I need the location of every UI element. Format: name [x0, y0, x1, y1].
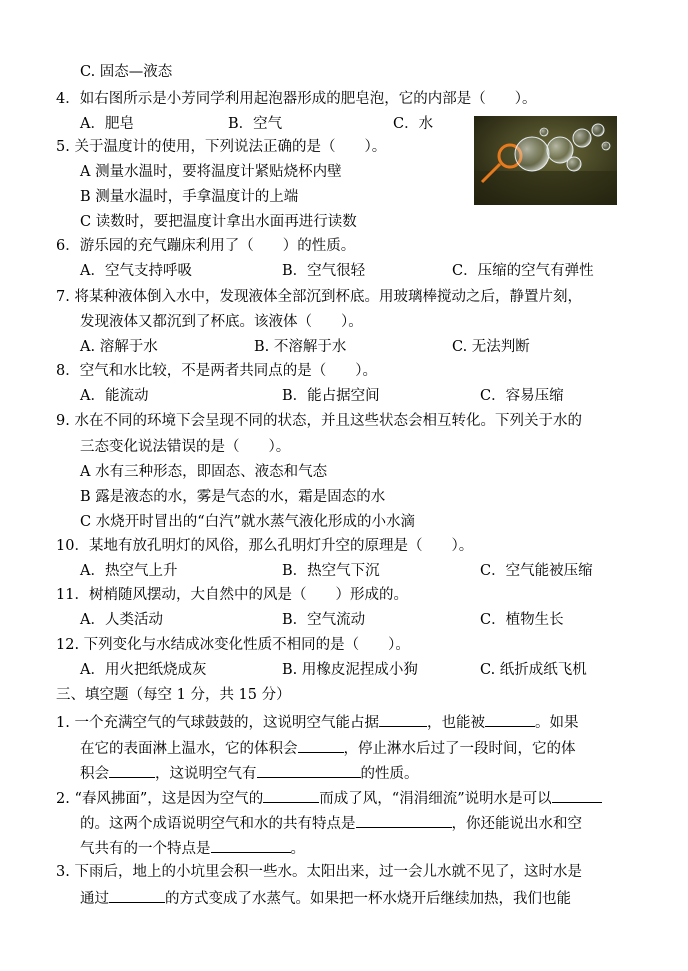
q11-option-b: B．空气流动: [282, 612, 366, 628]
question-11: 11．树梢随风摆动，大自然中的风是（ ）形成的。: [56, 587, 408, 603]
fill-q1-text-7: ，这说明空气有: [155, 766, 257, 782]
q12-option-c: C. 纸折成纸飞机: [480, 662, 587, 678]
q10-option-a: A．热空气上升: [80, 563, 178, 579]
q5-option-a: A 测量水温时，要将温度计紧贴烧杯内壁: [80, 164, 342, 180]
q7-option-b: B. 不溶解于水: [254, 339, 347, 355]
question-5: 5. 关于温度计的使用，下列说法正确的是（ ）。: [56, 139, 387, 155]
fill-blank-10[interactable]: [109, 887, 165, 903]
soap-bubble-image: [474, 116, 617, 205]
fill-blank-4[interactable]: [109, 762, 155, 778]
q7-option-a: A. 溶解于水: [80, 339, 158, 355]
fill-q2-line1: [56, 787, 602, 809]
q6-option-a: A．空气支持呼吸: [80, 263, 192, 279]
q5-option-b: B 测量水温时，手拿温度计的上端: [80, 189, 299, 205]
question-6: 6．游乐园的充气蹦床利用了（ ）的性质。: [56, 238, 356, 254]
question-8: 8．空气和水比较，不是两者共同点的是（ ）。: [56, 363, 377, 379]
fill-blank-8[interactable]: [356, 812, 452, 828]
fill-blank-7[interactable]: [552, 787, 602, 803]
question-10: 10．某地有放孔明灯的风俗，那么孔明灯升空的原理是（ ）。: [56, 538, 474, 554]
fill-blank-3[interactable]: [298, 737, 344, 753]
q4-option-c: C．水: [393, 116, 434, 132]
fill-q1-text-5: ，停止淋水后过了一段时间，它的体: [343, 741, 576, 757]
fill-q1-text-2: ，也能被: [426, 715, 485, 731]
fill-blank-6[interactable]: [263, 787, 319, 803]
fill-q1-line2: [80, 737, 576, 759]
fill-q1-text-3: 。如果: [534, 715, 579, 731]
question-7-line2: 发现液体又都沉到了杯底。该液体（ ）。: [80, 314, 363, 330]
fill-q2-text-3: 的。这两个成语说明空气和水的共有特点是: [80, 816, 356, 832]
q12-option-a: A．用火把纸烧成灰: [80, 662, 207, 678]
fill-q3-text-1: 通过: [80, 891, 109, 907]
q10-option-b: B．热空气下沉: [282, 563, 380, 579]
question-9-line1: 9. 水在不同的环境下会呈现不同的状态，并且这些状态会相互转化。下列关于水的: [56, 413, 582, 429]
q6-option-b: B．空气很轻: [282, 263, 366, 279]
fill-q2-text-6: 。: [290, 841, 305, 857]
question-12: 12. 下列变化与水结成冰变化性质不相同的是（ ）。: [56, 637, 410, 653]
fill-q2-text-5: 气共有的一个特点是: [80, 841, 211, 857]
q5-option-c: C 读数时，要把温度计拿出水面再进行读数: [80, 214, 357, 230]
question-7-line1: 7. 将某种液体倒入水中，发现液体全部沉到杯底。用玻璃棒搅动之后，静置片刻，: [56, 289, 582, 305]
q11-option-a: A．人类活动: [80, 612, 163, 628]
q9-option-a: A 水有三种形态，即固态、液态和气态: [80, 464, 328, 480]
fill-q1-text-8: 的性质。: [360, 766, 419, 782]
fill-q2-text-4: ，你还能说出水和空: [451, 816, 582, 832]
q4-option-b: B．空气: [228, 116, 283, 132]
fill-blank-9[interactable]: [211, 837, 291, 853]
fill-blank-1[interactable]: [379, 711, 427, 727]
q7-option-c: C. 无法判断: [452, 339, 530, 355]
fill-q1-text-4: 在它的表面淋上温水，它的体积会: [80, 741, 298, 757]
fill-q2-text-1: 2. “春风拂面”，这是因为空气的: [56, 791, 264, 807]
fill-q1-text-1: 1. 一个充满空气的气球鼓鼓的，这说明空气能占据: [56, 715, 379, 731]
q8-option-c: C．容易压缩: [480, 388, 564, 404]
fill-q2-text-2: 而成了风，“涓涓细流”说明水是可以: [319, 791, 552, 807]
fill-q3-text-2: 的方式变成了水蒸气。如果把一杯水烧开后继续加热，我们也能: [165, 891, 571, 907]
q11-option-c: C．植物生长: [480, 612, 564, 628]
soap-bubble-photo: [474, 116, 617, 205]
q8-option-b: B．能占据空间: [282, 388, 380, 404]
fill-q3-line2: [80, 887, 571, 909]
section-3-heading: 三、填空题（每空 1 分，共 15 分）: [56, 687, 291, 703]
fill-blank-2[interactable]: [485, 711, 535, 727]
fill-q1-line1: [56, 711, 578, 733]
fill-q3-line1: 3. 下雨后，地上的小坑里会积一些水。太阳出来，过一会儿水就不见了，这时水是: [56, 864, 582, 880]
q9-option-b: B 露是液态的水，雾是气态的水，霜是固态的水: [80, 489, 386, 505]
question-4: 4．如右图所示是小芳同学利用起泡器形成的肥皂泡，它的内部是（ ）。: [56, 91, 537, 107]
option-c-q3: C. 固态—液态: [80, 64, 173, 80]
question-9-line2: 三态变化说法错误的是（ ）。: [80, 439, 291, 455]
q4-option-a: A．肥皂: [80, 116, 134, 132]
fill-q1-text-6: 积会: [80, 766, 109, 782]
fill-q1-line3: [80, 762, 419, 784]
q6-option-c: C．压缩的空气有弹性: [452, 263, 594, 279]
fill-q2-line2: [80, 812, 582, 834]
q8-option-a: A．能流动: [80, 388, 149, 404]
q10-option-c: C．空气能被压缩: [480, 563, 593, 579]
fill-blank-5[interactable]: [257, 762, 361, 778]
fill-q2-line3: [80, 837, 305, 859]
q12-option-b: B. 用橡皮泥捏成小狗: [282, 662, 418, 678]
q9-option-c: C 水烧开时冒出的“白汽”就水蒸气液化形成的小水滴: [80, 514, 416, 530]
